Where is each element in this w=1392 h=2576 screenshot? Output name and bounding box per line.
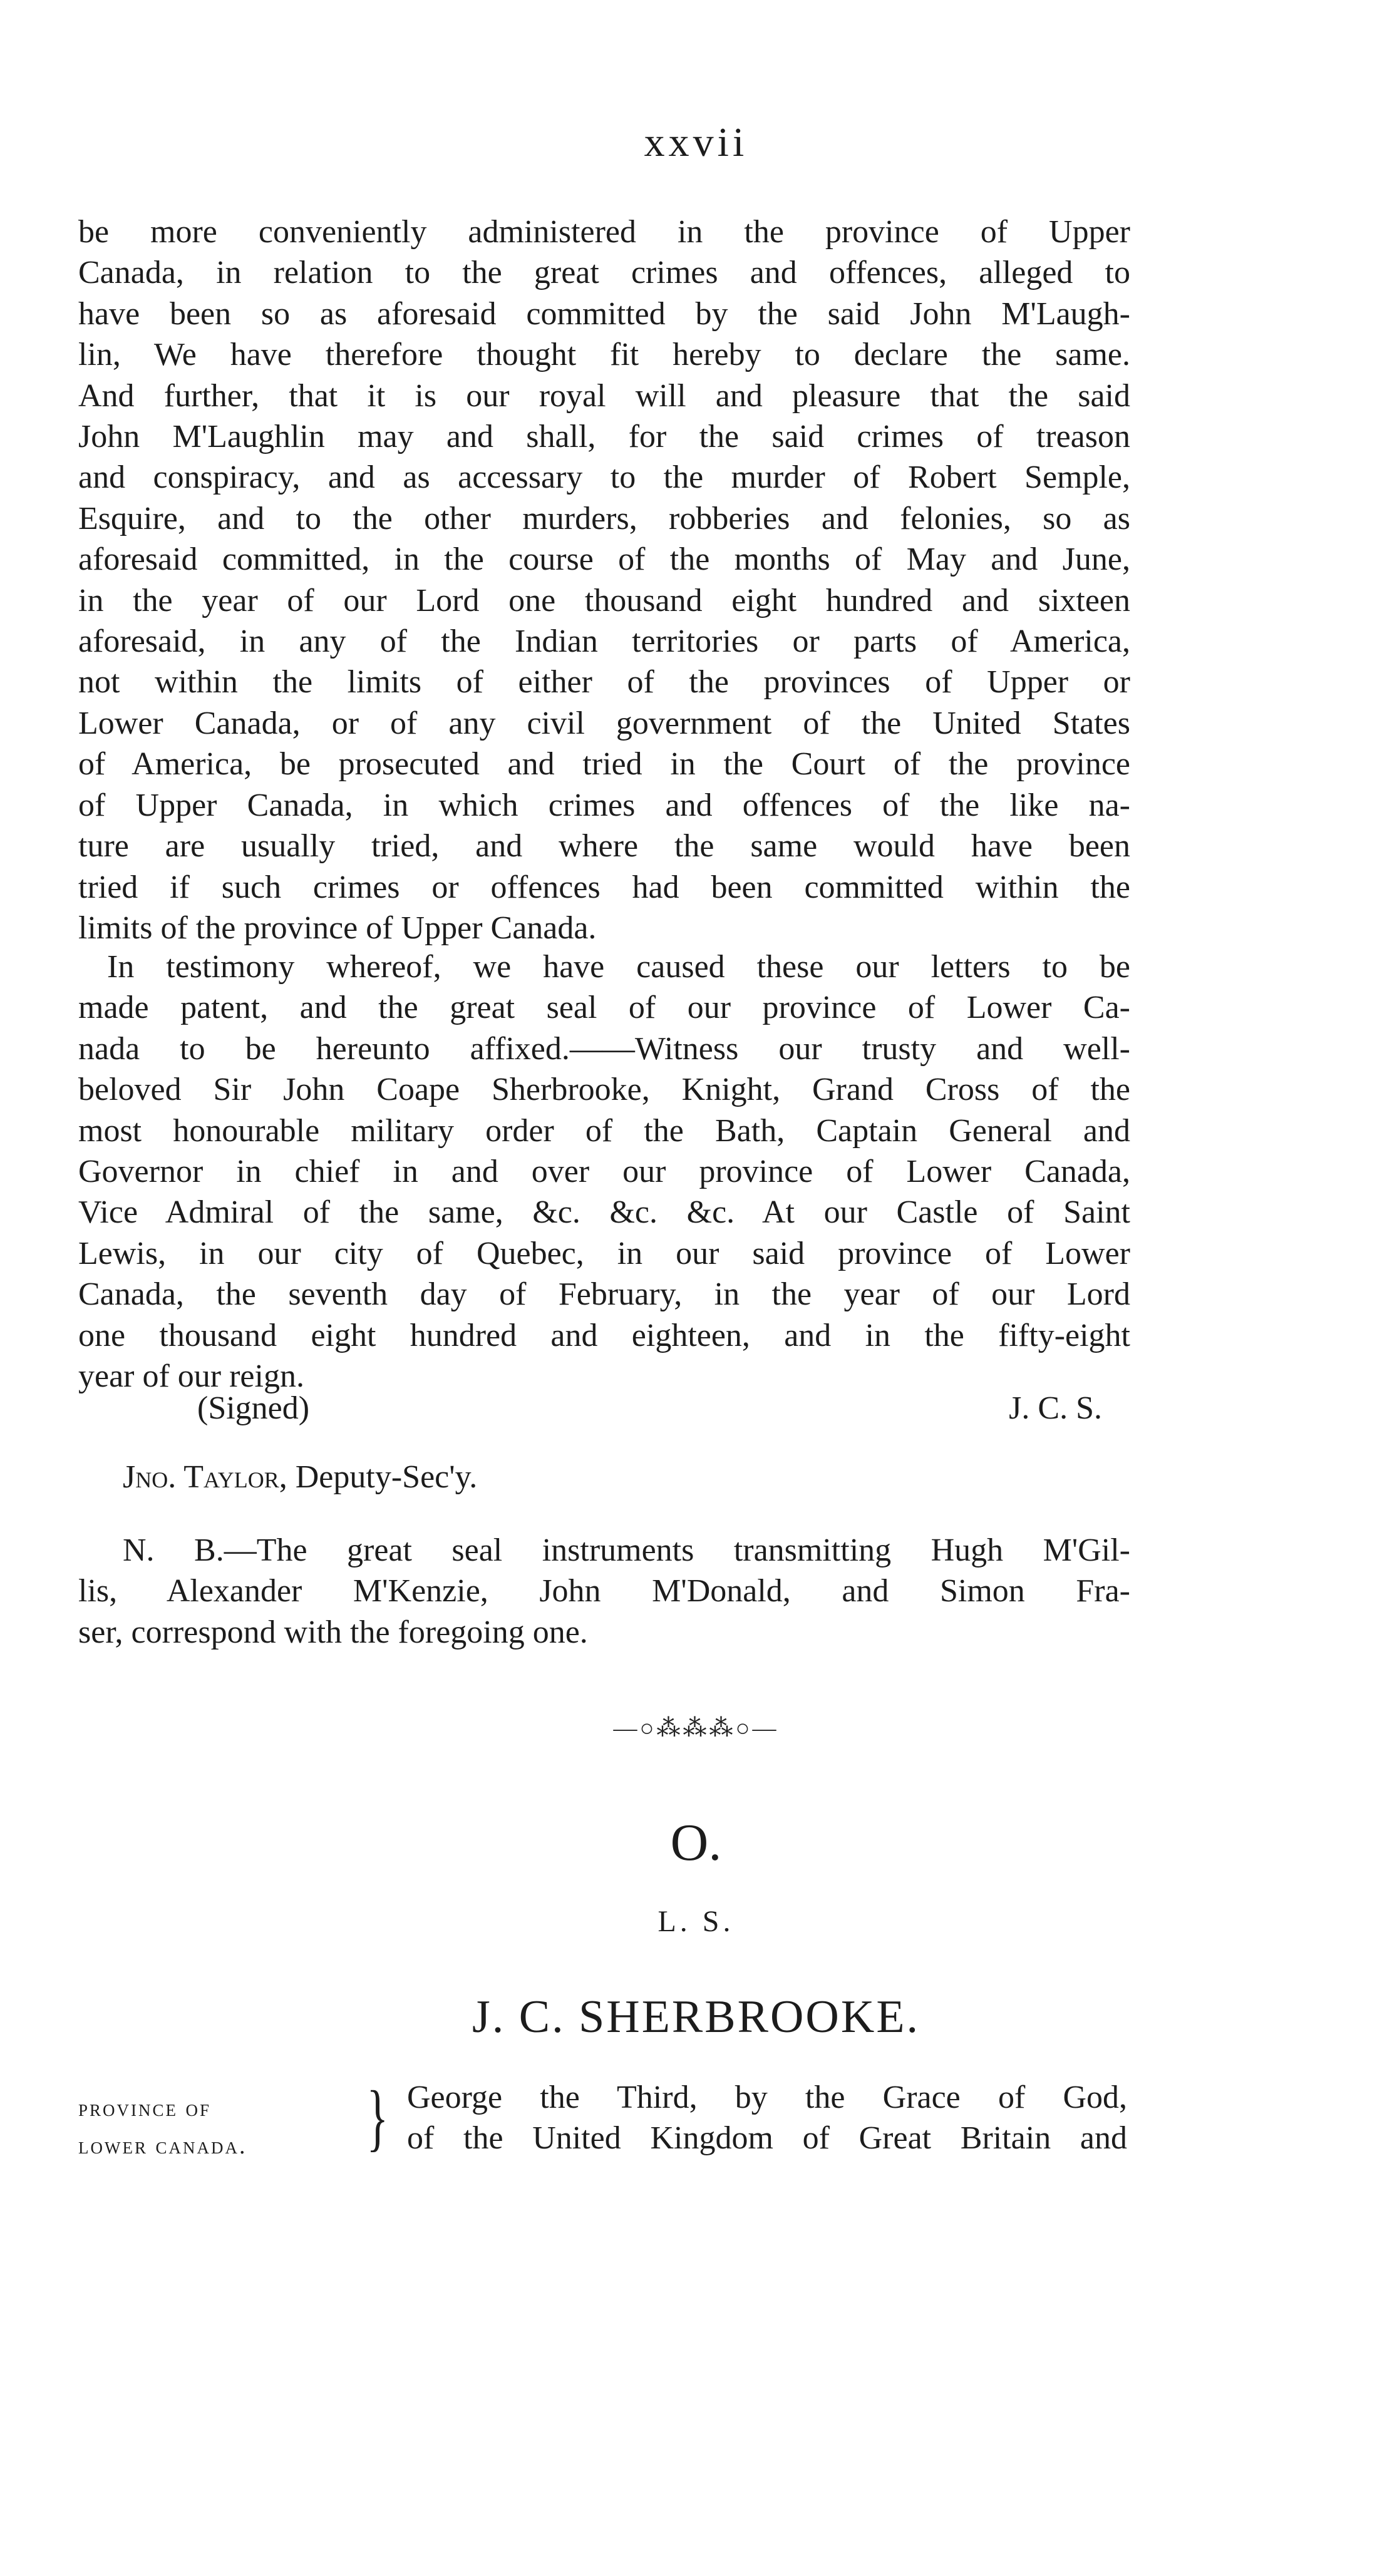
text-line: and conspiracy, and as accessary to the murder of Robert Semple,	[78, 459, 1130, 496]
text-line: lis, Alexander M'Kenzie, John M'Donald, and Simon Fra-	[78, 1573, 1130, 1609]
text-line: of Upper Canada, in which crimes and offences of the like na-	[78, 787, 1130, 823]
page-number: xxvii	[644, 120, 748, 165]
text-line: Governor in chief in and over our province of Lower Canada,	[78, 1154, 1130, 1190]
text-line: be more conveniently administered in the province of Upper	[78, 214, 1130, 250]
text-line: Lewis, in our city of Quebec, in our said province of Lower	[78, 1235, 1130, 1271]
text-line: in the year of our Lord one thousand eight hundred and sixteen	[78, 582, 1130, 618]
text-line: year of our reign.	[78, 1358, 304, 1395]
text-line: Lower Canada, or of any civil government of the United States	[78, 705, 1130, 741]
text-line: N. B.—The great seal instruments transmitting Hugh M'Gil-	[123, 1532, 1130, 1568]
text-line: have been so as aforesaid committed by the said John M'Laugh-	[78, 295, 1130, 332]
deputy-name: Jno. Taylor,	[123, 1459, 287, 1495]
signed-label: (Signed)	[197, 1390, 310, 1426]
signature-line	[197, 1390, 1102, 1427]
text-line: most honourable military order of the Bath, Captain General and	[78, 1112, 1130, 1149]
text-line: lin, We have therefore thought fit hereby to declare the same.	[78, 337, 1130, 373]
signature-initials: J. C. S.	[1009, 1390, 1102, 1426]
text-line: not within the limits of either of the provinces of Upper or	[78, 664, 1130, 700]
text-line: Canada, the seventh day of February, in the year of our Lord	[78, 1276, 1130, 1313]
text-line: Vice Admiral of the same, &c. &c. &c. At our Castle of Saint	[78, 1194, 1130, 1231]
testimony-paragraph	[78, 947, 1130, 1397]
text-line: ser, correspond with the foregoing one.	[78, 1614, 588, 1650]
text-line: aforesaid, in any of the Indian territories or parts of America,	[78, 623, 1130, 660]
deputy-secretary	[123, 1459, 477, 1496]
text-line: of America, be prosecuted and tried in the Court of the province	[78, 746, 1130, 783]
seal-mark: L. S.	[657, 1905, 735, 1938]
text-line: of the United Kingdom of Great Britain and	[407, 2120, 1127, 2156]
province-label-line: province of	[78, 2095, 212, 2122]
brace-glyph: }	[366, 2075, 389, 2158]
text-line: And further, that it is our royal will and pleasure that the said	[78, 377, 1130, 414]
text-line: Esquire, and to the other murders, robberies and felonies, so as	[78, 500, 1130, 536]
section-ornament: —○⁂⁂⁂○—	[613, 1715, 779, 1742]
deputy-title: Deputy-Sec'y.	[295, 1459, 478, 1495]
text-line: made patent, and the great seal of our province of Lower Ca-	[78, 990, 1130, 1026]
text-line: John M'Laughlin may and shall, for the said crimes of treason	[78, 419, 1130, 455]
main-paragraph	[78, 212, 1130, 948]
text-line: limits of the province of Upper Canada.	[78, 910, 597, 946]
section-letter: O.	[670, 1814, 722, 1872]
text-line: tried if such crimes or offences had been committed within the	[78, 869, 1130, 905]
text-line: ture are usually tried, and where the same would have been	[78, 828, 1130, 865]
province-label	[78, 2090, 247, 2165]
province-label-line: lower canada.	[78, 2133, 247, 2159]
text-line: one thousand eight hundred and eighteen, and in the fifty-eight	[78, 1317, 1130, 1353]
text-line: George the Third, by the Grace of God,	[407, 2080, 1127, 2115]
nota-bene-paragraph	[78, 1530, 1130, 1653]
text-line: beloved Sir John Coape Sherbrooke, Knight, Grand Cross of the	[78, 1072, 1130, 1108]
text-line: aforesaid committed, in the course of the months of May and June,	[78, 541, 1130, 578]
text-line: nada to be hereunto affixed.——Witness our trusty and well-	[78, 1030, 1130, 1067]
proclamation-text	[407, 2077, 1127, 2158]
text-line: In testimony whereof, we have caused these our letters to be	[107, 949, 1130, 985]
text-line: Canada, in relation to the great crimes and offences, alleged to	[78, 255, 1130, 291]
governor-name: J. C. SHERBROOKE.	[472, 1991, 920, 2043]
